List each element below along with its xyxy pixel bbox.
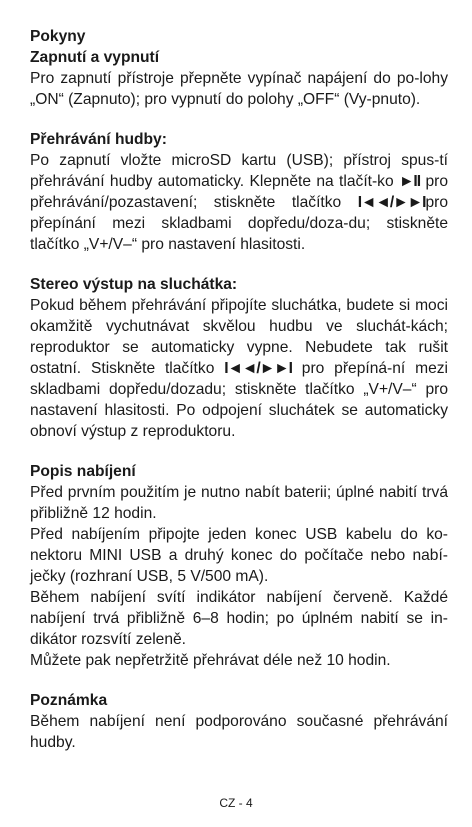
- instructions-title: Pokyny: [30, 28, 86, 45]
- page-number: CZ - 4: [219, 796, 253, 810]
- section-music: [30, 129, 448, 255]
- music-text-part-3: pro přepínání mezi skladbami dopředu/doza-du; stiskněte tlačítko „V+/V–“ pro nastavení hlasitosti.: [30, 194, 448, 253]
- section-power: [30, 26, 448, 110]
- music-text-part-1: Po zapnutí vložte microSD kartu (USB); přístroj spus-tí přehrávání hudby automaticky. Klepněte na tlačít-ko: [30, 152, 448, 190]
- charging-heading: Popis nabíjení: [30, 463, 136, 480]
- power-heading: Zapnutí a vypnutí: [30, 49, 160, 66]
- headphones-text-part-2: pro přepíná-ní mezi skladbami dopředu/dozadu; stiskněte tlačítko „V+/V–“ pro nastavení hlasitosti. Po odpojení sluchátek se automaticky obnoví výstup z reproduktoru.: [30, 360, 448, 440]
- manual-page: [30, 26, 448, 772]
- charging-paragraph-3: Během nabíjení svítí indikátor nabíjení červeně. Každé nabíjení trvá přibližně 6–8 hodin; po úplném nabití se in-dikátor rozsvítí zeleně.: [30, 589, 448, 648]
- play-pause-icon: ►II: [399, 173, 421, 190]
- music-text: [30, 150, 448, 255]
- note-text: Během nabíjení není podporováno současné přehrávání hudby.: [30, 713, 448, 751]
- section-headphones: [30, 274, 448, 442]
- section-note: [30, 690, 448, 753]
- headphones-text-part-1: Pokud během přehrávání připojíte sluchátka, budete si moci okamžitě vychutnávat skvělou hudbu ve sluchát-kách; reproduktor se automaticky vypne. Nebudete tak rušit ostatní. Stiskněte tlačítko: [30, 297, 448, 377]
- headphones-heading: Stereo výstup na sluchátka:: [30, 276, 238, 293]
- note-heading: Poznámka: [30, 692, 108, 709]
- music-text-part-2: pro přehrávání/pozastavení; stiskněte tlačítko: [30, 173, 448, 211]
- prev-next-icon: I◄◄/►►I: [357, 194, 426, 211]
- power-text: Pro zapnutí přístroje přepněte vypínač napájení do po-lohy „ON“ (Zapnuto); pro vypnutí do polohy „OFF“ (Vy-pnuto).: [30, 70, 448, 108]
- headphones-text: [30, 295, 448, 442]
- charging-paragraph-4: Můžete pak nepřetržitě přehrávat déle než 10 hodin.: [30, 652, 391, 669]
- section-charging: [30, 461, 448, 671]
- prev-next-icon: I◄◄/►►I: [224, 360, 292, 377]
- charging-paragraph-2: Před nabíjením připojte jeden konec USB kabelu do ko-nektoru MINI USB a druhý konec do počítače nebo nabí-ječky (rozhraní USB, 5 V/500 mA).: [30, 526, 448, 585]
- music-heading: Přehrávání hudby:: [30, 131, 167, 148]
- charging-paragraph-1: Před prvním použitím je nutno nabít baterii; úplné nabití trvá přibližně 12 hodin.: [30, 484, 448, 522]
